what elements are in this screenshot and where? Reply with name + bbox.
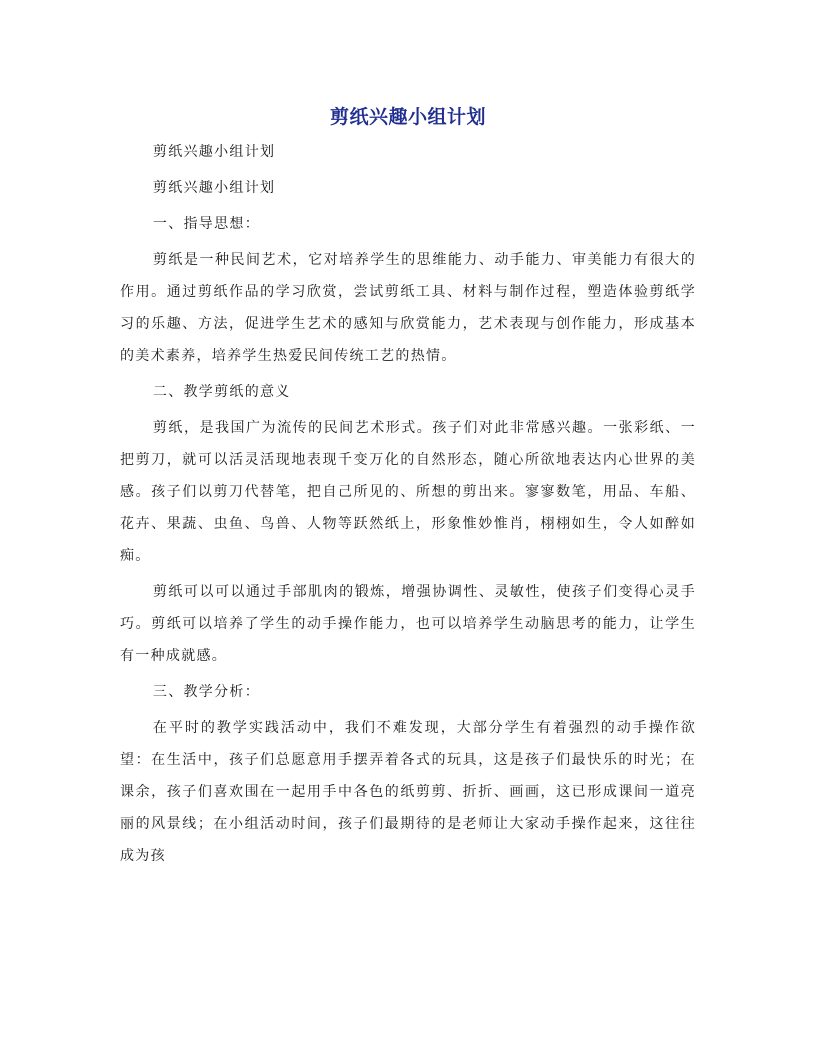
paragraph-subtitle-2: 剪纸兴趣小组计划 [152, 180, 276, 196]
document-body [120, 136, 696, 876]
paragraph-analysis: 在平时的教学实践活动中，我们不难发现，大部分学生有着强烈的动手操作欲望：在生活中，孩子们总愿意用手摆弄着各式的玩具，这是孩子们最快乐的时光；在课余，孩子们喜欢围在一起用手中各色的纸剪剪、折折、画画，这已形成课间一道亮丽的风景线；在小组活动时间，孩子们最期待的是老师让大家动手操作起来，这往往成为孩 [120, 720, 696, 864]
paragraph-guiding-thought: 剪纸是一种民间艺术，它对培养学生的思维能力、动手能力、审美能力有很大的作用。通过剪纸作品的学习欣赏，尝试剪纸工具、材料与制作过程，塑造体验剪纸学习的乐趣、方法，促进学生艺术的感知与欣赏能力，艺术表现与创作能力，形成基本的美术素养，培养学生热爱民间传统工艺的热情。 [120, 252, 696, 364]
paragraph-significance-2: 剪纸可以可以通过手部肌肉的锻炼，增强协调性、灵敏性，使孩子们变得心灵手巧。剪纸可以培养了学生的动手操作能力，也可以培养学生动脑思考的能力，让学生有一种成就感。 [120, 584, 696, 664]
section-heading-analysis: 三、教学分析： [152, 684, 260, 700]
paragraph-significance-1: 剪纸，是我国广为流传的民间艺术形式。孩子们对此非常感兴趣。一张彩纸、一把剪刀，就可以活灵活现地表现千变万化的自然形态，随心所欲地表达内心世界的美感。孩子们以剪刀代替笔，把自己所见的、所想的剪出来。寥寥数笔，用品、车船、花卉、果蔬、虫鱼、鸟兽、人物等跃然纸上，形象惟妙惟肖，栩栩如生，令人如醉如痴。 [120, 420, 696, 564]
section-heading-significance: 二、教学剪纸的意义 [152, 384, 291, 400]
document-title: 剪纸兴趣小组计划 [329, 106, 486, 128]
paragraph-subtitle-1: 剪纸兴趣小组计划 [152, 144, 276, 160]
section-heading-guiding-thought: 一、指导思想： [152, 216, 260, 232]
